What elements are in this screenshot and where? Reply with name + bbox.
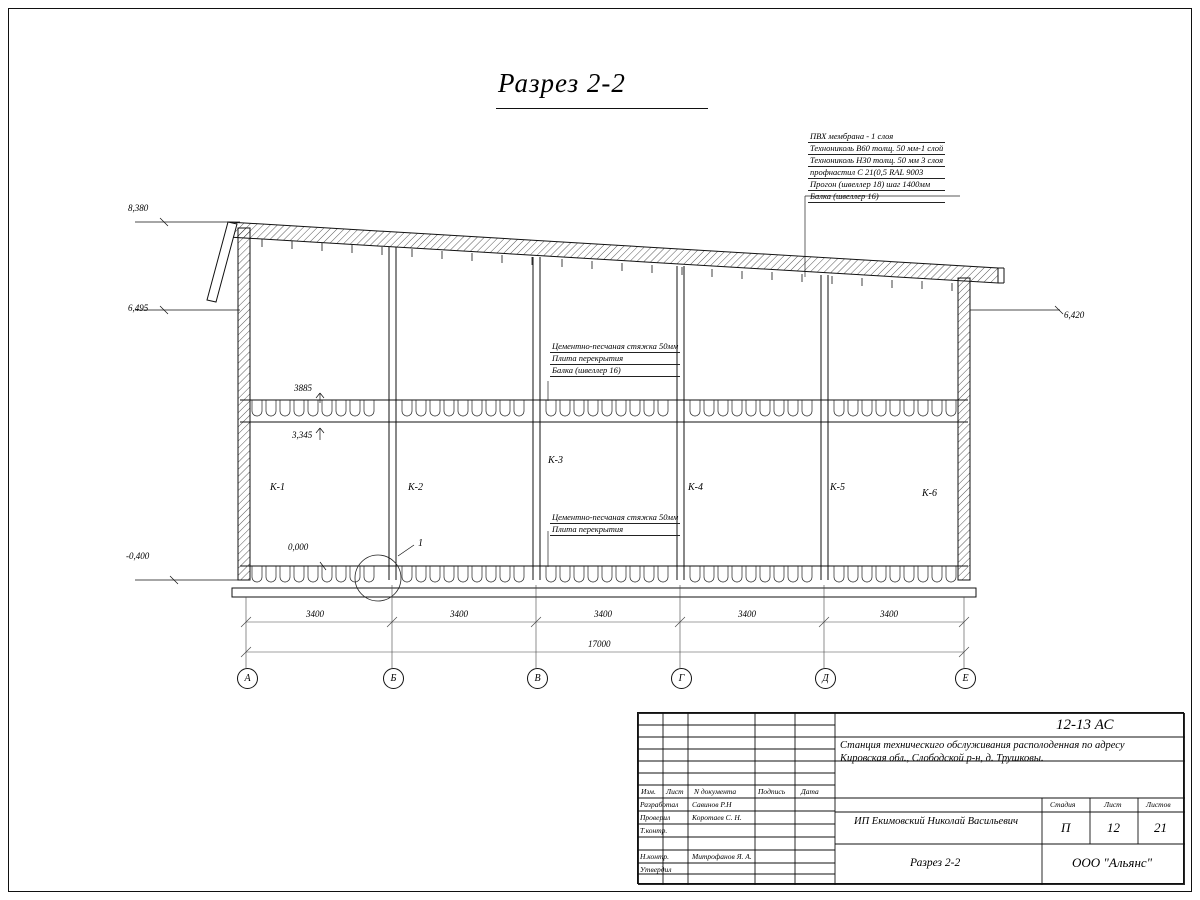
sheet-header: Лист (1104, 800, 1122, 809)
drawing-name: Разрез 2-2 (910, 857, 961, 869)
span-dimension: 3400 (306, 609, 324, 619)
column-tag-k1: К-1 (270, 482, 285, 493)
axis-bubble-b: Б (383, 668, 404, 689)
span-dimension: 3400 (594, 609, 612, 619)
sheet-value: 12 (1107, 820, 1120, 835)
organization-name: ООО "Альянс" (1072, 855, 1153, 870)
level-label-3885: 3885 (294, 383, 312, 393)
floor-note: Балка (швеллер 16) (550, 365, 680, 377)
roof-notes (808, 131, 945, 203)
role-label: Разработал (640, 800, 679, 809)
role-label: Т.контр. (640, 826, 668, 835)
floor-note: Цементно-песчаная стяжка 50мм (552, 512, 679, 522)
roof-note: Прогон (швеллер 18) шаг 1400мм (808, 179, 945, 191)
span-dimension: 3400 (450, 609, 468, 619)
span-dimension: 3400 (738, 609, 756, 619)
title-block (637, 712, 1184, 884)
column-tag-k2: К-2 (408, 482, 423, 493)
span-dimension: 3400 (880, 609, 898, 619)
stage-header: Стадия (1050, 800, 1076, 809)
elevation-label-6420: 6,420 (1064, 310, 1085, 320)
roof-note: Технониколь В60 толщ. 50 мм-1 слой (810, 143, 944, 153)
customer-name: ИП Екимовский Николай Васильевич (854, 816, 1019, 827)
col-header-ndoc: N документа (694, 787, 737, 796)
level-label-3345: 3,345 (292, 430, 313, 440)
roof-note: Балка (швеллер 16) (808, 191, 945, 203)
role-name: Митрофанов Я. А. (692, 852, 752, 861)
sheet-code: 12-13 АС (1056, 717, 1114, 733)
floor-note: Плита перекрытия (550, 353, 680, 365)
col-header-list: Лист (666, 787, 684, 796)
detail-callout-1: 1 (418, 538, 423, 549)
sheets-total-header: Листов (1146, 800, 1171, 809)
floor-note: Цементно-песчаная стяжка 50мм (552, 341, 679, 351)
lower-floor-notes (550, 512, 680, 536)
axis-bubble-v: В (527, 668, 548, 689)
role-label: Утвердил (640, 865, 672, 874)
role-label: Н.контр. (640, 852, 670, 861)
upper-floor-notes (550, 341, 680, 377)
elevation-label-minus0400: -0,400 (126, 551, 150, 561)
column-tag-k3: К-3 (548, 455, 563, 466)
col-header-izm: Изм. (641, 787, 656, 796)
object-line-1: Станция техническиго обслуживания располоденная по адресу (840, 740, 1125, 751)
roof-note: профнастил С 21(0,5 RAL 9003 (808, 167, 945, 179)
column-tag-k4: К-4 (688, 482, 703, 493)
roof-note: ПВХ мембрана - 1 слоя (808, 131, 945, 143)
column-tag-k5: К-5 (830, 482, 845, 493)
object-line-2: Кировская обл., Слободской р-н, д. Трушковы. (840, 753, 1044, 764)
total-dimension: 17000 (588, 639, 611, 649)
col-header-podpis: Подпись (758, 787, 786, 796)
col-header-data: Дата (801, 787, 819, 796)
elevation-label-6495: 6,495 (128, 303, 149, 313)
axis-bubble-e: Е (955, 668, 976, 689)
role-name: Савинов Р.Н (692, 800, 732, 809)
role-label: Проверил (640, 813, 671, 822)
axis-bubble-d: Д (815, 668, 836, 689)
roof-note: Технониколь Н30 толщ. 50 мм 3 слоя (808, 155, 945, 167)
elevation-label-8380: 8,380 (128, 203, 149, 213)
floor-note: Плита перекрытия (550, 524, 680, 536)
page-title: Разрез 2-2 (498, 68, 626, 98)
stage-value: П (1061, 820, 1071, 835)
column-tag-k6: К-6 (922, 488, 937, 499)
axis-bubble-g: Г (671, 668, 692, 689)
level-label-0000: 0,000 (288, 542, 309, 552)
role-name: Коротаев С. Н. (692, 813, 742, 822)
axis-bubble-a: А (237, 668, 258, 689)
sheets-total-value: 21 (1154, 820, 1167, 835)
